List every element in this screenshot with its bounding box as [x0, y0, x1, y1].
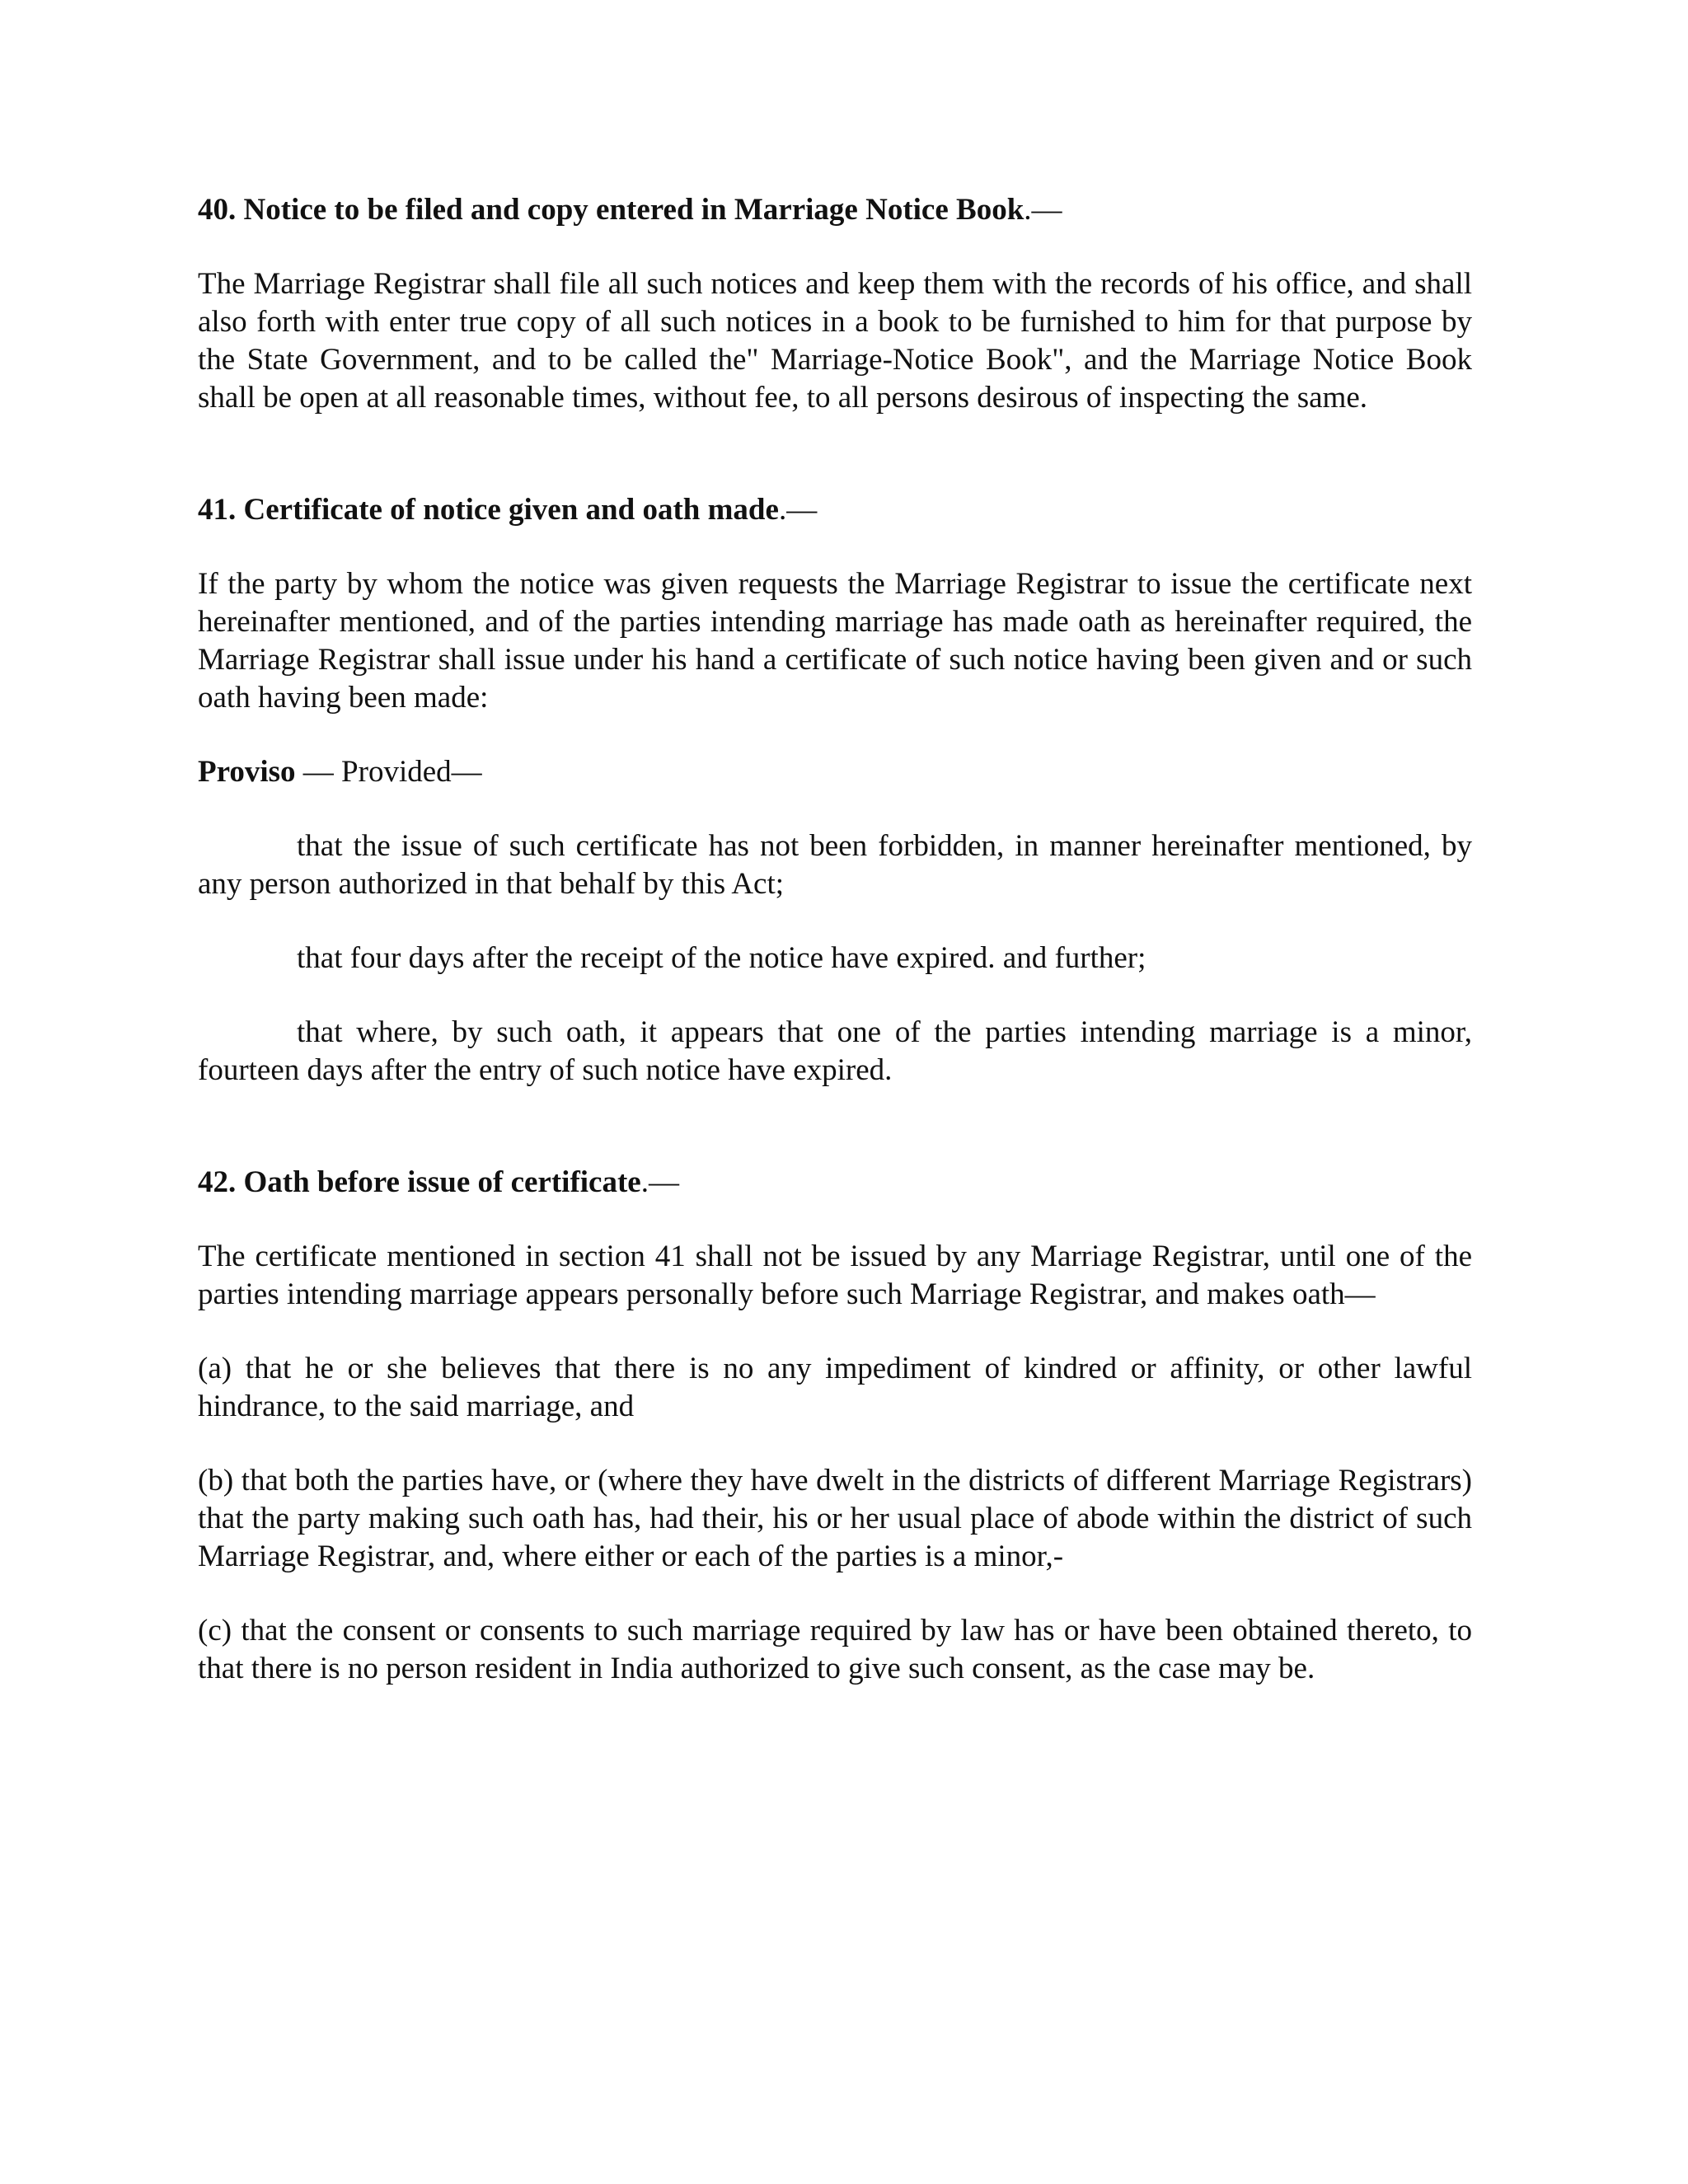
clause-b: (b) that both the parties have, or (where they have dwelt in the districts of different Marriage Registrars) that the party making such oath has, had their, his or her usual place of abode within the district of such Marriage Registrar, and, where either or each of the parties is a minor,- [198, 1464, 1472, 1573]
section-41-heading-bold: 41. Certificate of notice given and oath made [198, 493, 779, 527]
proviso-label: Proviso [198, 755, 296, 789]
proviso-condition-3: that where, by such oath, it appears that one of the parties intending marriage is a minor, fourteen days after the entry of such notice have expired. [198, 1015, 1472, 1087]
section-42-heading [198, 1164, 1472, 1202]
clause-c: (c) that the consent or consents to such marriage required by law has or have been obtained thereto, to that there is no person resident in India authorized to give such consent, as the case may be. [198, 1614, 1472, 1685]
section-41-heading-tail: .— [778, 493, 818, 527]
clause-a: (a) that he or she believes that there is no any impediment of kindred or affinity, or other lawful hindrance, to the said marriage, and [198, 1352, 1472, 1423]
section-40-paragraph: The Marriage Registrar shall file all such notices and keep them with the records of his office, and shall also forth with enter true copy of all such notices in a book to be furnished to him for that purpose by the State Government, and to be called the" Marriage-Notice Book", and the Marriage Notice Book shall be open at all reasonable times, without fee, to all persons desirous of inspecting the same. [198, 267, 1472, 415]
proviso-condition-2: that four days after the receipt of the notice have expired. and further; [297, 941, 1146, 975]
proviso-condition-1: that the issue of such certificate has not been forbidden, in manner hereinafter mentioned, by any person authorized in that behalf by this Act; [198, 829, 1472, 901]
section-41-heading [198, 491, 1472, 529]
proviso-tail: — Provided— [295, 755, 482, 789]
section-40-heading [198, 191, 1472, 229]
section-41-intro: If the party by whom the notice was given requests the Marriage Registrar to issue the certificate next hereinafter mentioned, and of the parties intending marriage has made oath as hereinafter required, the Marriage Registrar shall issue under his hand a certificate of such notice having been given and or such oath having been made: [198, 567, 1472, 715]
section-42-heading-bold: 42. Oath before issue of certificate [198, 1165, 641, 1199]
document-page [198, 191, 1472, 1688]
section-40-heading-bold: 40. Notice to be filed and copy entered in Marriage Notice Book [198, 193, 1025, 227]
section-41-proviso [198, 753, 1472, 791]
section-40-heading-tail: .— [1024, 193, 1062, 227]
section-42-heading-tail: .— [640, 1165, 679, 1199]
section-42-intro: The certificate mentioned in section 41 shall not be issued by any Marriage Registrar, until one of the parties intending marriage appears personally before such Marriage Registrar, and makes oath— [198, 1240, 1472, 1311]
